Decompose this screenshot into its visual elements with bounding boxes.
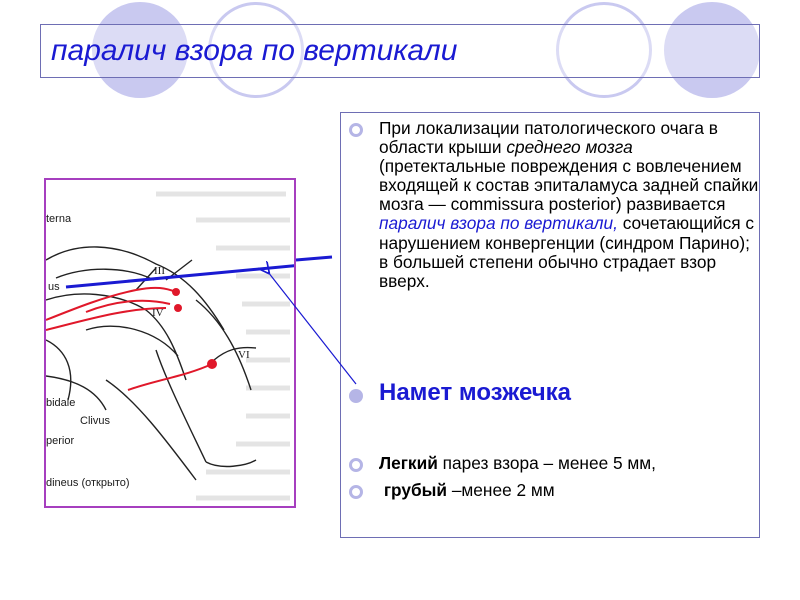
- bullet-ring-icon: [349, 458, 363, 472]
- bullet-light-bold: Легкий: [379, 453, 438, 473]
- bullet-light: [379, 453, 656, 474]
- pointer-line-extension: [296, 257, 332, 260]
- label-terna: terna: [46, 213, 72, 225]
- paragraph-text-3: (претектальные повреждения с вовлечением входящей к состав эпиталамуса задней спайки мозга — commissura posterior) развивается: [379, 156, 759, 215]
- nerve-nuclei: [172, 288, 217, 369]
- body-paragraph: [379, 119, 759, 291]
- bullet-ring-icon: [349, 485, 363, 499]
- paragraph-text-5: сочетающийся с нарушением конвергенции (синдром Парино); в большей степени обычно страдает взор вверх.: [379, 213, 755, 291]
- section-heading: Намет мозжечка: [379, 379, 572, 406]
- label-bidale: bidale: [46, 397, 76, 409]
- label-iii: III: [154, 265, 165, 277]
- bullet-solid-icon: [349, 389, 363, 403]
- label-vi: VI: [238, 349, 250, 361]
- label-us: us: [48, 281, 60, 293]
- faint-text-lines: [156, 194, 290, 498]
- bullet-rough: [379, 480, 555, 501]
- bullet-rough-bold: грубый: [383, 480, 448, 500]
- title-box: [40, 24, 760, 78]
- label-clivus: Clivus: [80, 415, 110, 427]
- bullet-rough-text: –менее 2 мм: [447, 480, 555, 500]
- label-perior: perior: [46, 435, 75, 447]
- paragraph-italic-midbrain: среднего мозга: [506, 137, 633, 158]
- anatomy-drawing: [46, 180, 296, 508]
- label-iv: IV: [152, 307, 164, 319]
- anatomy-figure: [44, 178, 296, 508]
- content-box: [340, 112, 760, 538]
- bullet-ring-icon: [349, 123, 363, 137]
- slide-title: паралич взора по вертикали: [51, 34, 458, 67]
- paragraph-highlight: паралич взора по вертикали,: [379, 213, 618, 234]
- label-dineus: dineus (открыто): [46, 477, 130, 489]
- paragraph-text-1: При локализации патологического очага в области крыши: [379, 118, 718, 158]
- bullet-light-text: парез взора – менее 5 мм,: [437, 453, 656, 473]
- brain-outlines: [46, 247, 256, 480]
